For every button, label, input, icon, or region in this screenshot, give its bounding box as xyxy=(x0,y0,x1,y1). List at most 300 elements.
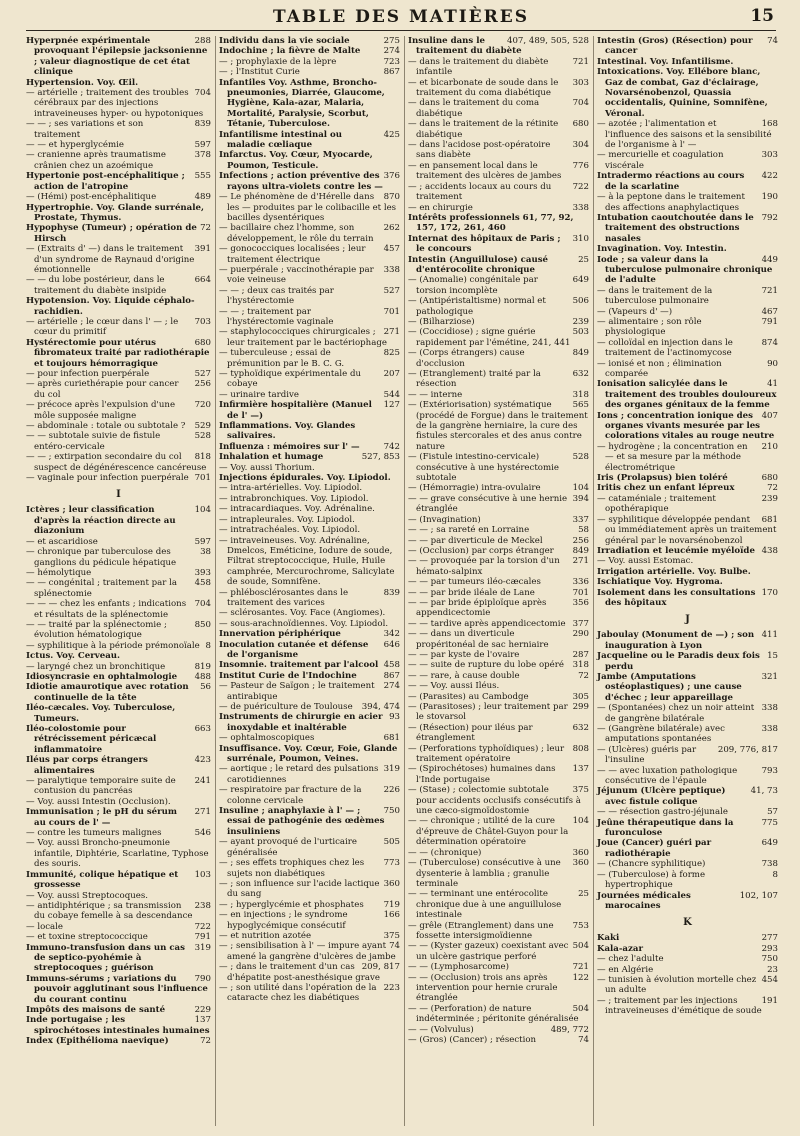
index-subentry xyxy=(408,483,589,493)
entry-text: — (Etranglement) traité par la résection xyxy=(408,369,541,390)
index-headword-entry xyxy=(597,213,778,244)
page-reference: 241 xyxy=(194,776,211,787)
index-subentry xyxy=(408,681,589,691)
entry-text: — précoce après l'expulsion d'une môle supposée maligne xyxy=(26,400,176,421)
page-reference: 38 xyxy=(200,547,211,558)
page-reference: 723 xyxy=(383,56,400,67)
entry-text: Jaboulay (Monument de —) ; son inauguration à Lyon xyxy=(597,630,755,651)
index-subentry xyxy=(26,119,211,140)
page-reference: 791 xyxy=(761,316,778,327)
index-subentry xyxy=(219,733,400,743)
entry-text: Infantilisme intestinal ou maladie cœliaque xyxy=(219,129,343,151)
entry-text: Irrigation artérielle. Voy. Bulbe. xyxy=(597,566,751,577)
entry-text: — mercurielle et coagulation viscérale xyxy=(597,150,724,171)
index-headword-entry xyxy=(26,1036,211,1046)
page-reference: 210 xyxy=(761,441,778,452)
index-subentry xyxy=(26,431,211,452)
page-reference: 15 xyxy=(767,651,778,662)
page-reference: 238 xyxy=(194,900,211,911)
entry-text: — phlébosclérosantes dans le traitement des varices xyxy=(219,587,349,608)
entry-text: — tunisien à évolution mortelle chez un adulte xyxy=(597,974,757,996)
index-subentry xyxy=(408,400,589,452)
index-headword-entry xyxy=(219,712,400,733)
index-subentry xyxy=(408,858,589,889)
entry-text: — hémolytique xyxy=(26,567,92,578)
index-subentry xyxy=(26,150,211,171)
index-subentry xyxy=(408,275,589,296)
page-reference: 632 xyxy=(572,369,589,379)
index-subentry xyxy=(408,619,589,629)
entry-text: — — du lobe postérieur, dans le traitement du diabète insipide xyxy=(26,275,167,296)
index-headword-entry xyxy=(408,255,589,276)
index-subentry xyxy=(408,941,589,962)
page-reference: 356 xyxy=(572,597,589,608)
index-headword-entry xyxy=(26,1005,211,1015)
index-subentry xyxy=(408,182,589,203)
entry-text: — chronique par tuberculose des ganglions du pédicule hépatique xyxy=(26,547,177,568)
entry-text: — ayant provoqué de l'urticaire généralisée xyxy=(219,837,357,858)
entry-text: — (Extériorisation) systématique (procédé de Forgue) dans le traitement de la gangrène herniaire, la cure des fistules stercorales et des anus contre nature xyxy=(408,400,588,452)
entry-text: Joue (Cancer) guéri par radiothérapie xyxy=(597,838,712,859)
entry-text: — (Bilharziose) xyxy=(408,316,475,327)
index-headword-entry xyxy=(26,78,211,88)
entry-text: Idiotie amaurotique avec rotation continuelle de la tête xyxy=(26,682,189,703)
page-reference: 209, 776, 817 xyxy=(717,744,778,755)
page-reference: 753 xyxy=(572,920,589,931)
page-reference: 191 xyxy=(761,995,778,1006)
entry-text: — et nutrition azotée xyxy=(219,930,312,941)
page-reference: 750 xyxy=(761,954,778,965)
page-reference: 839 xyxy=(194,119,211,130)
index-subentry xyxy=(408,744,589,765)
page-reference: 57 xyxy=(767,807,778,818)
entry-text: — (Parasites) au Cambodge xyxy=(408,691,529,702)
page-reference: 137 xyxy=(194,1015,211,1026)
page-reference: 632 xyxy=(572,722,589,733)
entry-text: Ischiatique Voy. Hygroma. xyxy=(597,577,723,588)
entry-text: Inde portugaise ; les spirochétoses intestinales humaines xyxy=(26,1015,210,1036)
index-subentry xyxy=(408,327,589,348)
entry-text: — Le phénomène de d'Hérelle dans les — produites par le colibacille et les bacilles dysentériques xyxy=(219,192,397,223)
index-subentry xyxy=(219,244,400,265)
entry-text: Iléus par corps étrangers alimentaires xyxy=(26,755,148,776)
page-reference: 720 xyxy=(194,400,211,411)
entry-text: — en chirurgie xyxy=(408,202,473,213)
entry-text: — antidiphtérique ; sa transmission du cobaye femelle à sa descendance xyxy=(26,900,193,922)
page-reference: 411 xyxy=(761,630,778,641)
page-reference: 818 xyxy=(194,452,211,463)
index-headword-entry xyxy=(408,36,589,57)
index-subentry xyxy=(219,858,400,879)
entry-text: Jéjunum (Ulcère peptique) avec fistule colique xyxy=(597,786,726,807)
entry-text: Instruments de chirurgie en acier inoxydable et inaltérable xyxy=(219,712,383,733)
index-headword-entry xyxy=(219,629,400,639)
entry-text: Insomnie. traitement par l'alcool xyxy=(219,660,379,671)
entry-text: — intrapleurales. Voy. Lipiodol. xyxy=(219,514,355,525)
entry-text: — — — chez les enfants ; indications et résultats de la splénectomie xyxy=(26,599,187,620)
entry-text: Intubation caoutchoutée dans le traitement des obstructions nasales xyxy=(597,212,754,244)
index-column-3 xyxy=(404,36,593,1126)
page-reference: 721 xyxy=(572,962,589,973)
page-reference: 102, 107 xyxy=(739,890,778,901)
index-subentry xyxy=(26,275,211,296)
entry-text: Infarctus. Voy. Cœur, Myocarde, Poumon, Testicule. xyxy=(219,150,373,171)
entry-text: Hyperpnée expérimentale provoquant l'épilepsie jacksonienne ; valeur diagnostique de cet état clinique xyxy=(26,36,208,78)
entry-text: — Voy. aussi Thorium. xyxy=(219,462,315,473)
entry-text: — laryngé chez un bronchitique xyxy=(26,661,166,672)
entry-text: — — (Perforation) de nature indéterminée ; péritonite généralisée xyxy=(408,1003,579,1025)
entry-text: Insuffisance. Voy. Cœur, Foie, Glande surrénale, Poumon, Veines. xyxy=(219,743,398,765)
entry-text: Institut Curie de l'Indochine xyxy=(219,670,357,681)
page-reference: 274 xyxy=(383,681,400,692)
entry-text: — intrabronchiques. Voy. Lipiodol. xyxy=(219,493,369,504)
entry-text: — typhoïdique expérimentale du cobaye xyxy=(219,369,362,390)
index-subentry xyxy=(408,1025,589,1035)
page-reference: 504 xyxy=(572,941,589,952)
index-headword-entry xyxy=(597,672,778,703)
index-subentry xyxy=(26,901,211,922)
index-subentry xyxy=(408,515,589,525)
index-headword-entry xyxy=(219,744,400,765)
index-subentry xyxy=(408,692,589,702)
index-subentry xyxy=(219,192,400,223)
index-subentry xyxy=(26,662,211,672)
index-subentry xyxy=(219,900,400,910)
page-reference: 321 xyxy=(761,671,778,682)
entry-text: — (Corps étrangers) cause d'occlusion xyxy=(408,348,525,369)
page-reference: 423 xyxy=(194,755,211,766)
page-reference: 376 xyxy=(383,171,400,182)
index-headword-entry xyxy=(219,150,400,171)
entry-text: — (Gangrène bilatérale) avec amputations spontanées xyxy=(597,724,725,745)
index-subentry xyxy=(597,442,778,473)
entry-text: — dans le traitement du diabète infantile xyxy=(408,56,549,78)
entry-text: Inhalation et humage xyxy=(219,452,324,463)
index-subentry xyxy=(408,57,589,78)
index-subentry xyxy=(26,473,211,483)
entry-text: — intra-artérielles. Voy. Lipiodol. xyxy=(219,483,363,494)
index-headword-entry xyxy=(597,171,778,192)
index-subentry xyxy=(408,546,589,556)
index-subentry xyxy=(408,702,589,723)
index-subentry xyxy=(597,975,778,996)
index-subentry xyxy=(26,599,211,620)
entry-text: — ionisé et non ; élimination comparée xyxy=(597,358,722,379)
entry-text: Intradermo réactions au cours de la scarlatine xyxy=(597,171,745,192)
page-reference: 488 xyxy=(194,671,211,682)
entry-text: Iris (Prolapsus) bien toléré xyxy=(597,473,728,484)
index-headword-entry xyxy=(597,577,778,587)
page-reference: 680 xyxy=(572,119,589,130)
index-headword-entry xyxy=(26,943,211,974)
page-reference: 277 xyxy=(761,933,778,944)
index-headword-entry xyxy=(26,724,211,755)
index-headword-entry xyxy=(219,171,400,192)
entry-text: — (Gros) (Cancer) ; résection xyxy=(408,1035,537,1045)
page-reference: 170 xyxy=(761,587,778,598)
index-headword-entry xyxy=(597,567,778,577)
entry-text: — intraveineuses. Voy. Adrénaline, Dmelcos, Eméticine, Iodure de soude, Filtrat streptococcique, Huile, Huile camphrée, Mercurochrome, Salicylate de soude, Somnifène. xyxy=(219,535,395,588)
index-subentry xyxy=(408,764,589,785)
page-reference: 239 xyxy=(572,316,589,327)
entry-text: — Voy. aussi Streptocoques. xyxy=(26,890,148,901)
page-reference: 262 xyxy=(383,223,400,234)
index-headword-entry xyxy=(597,651,778,672)
entry-text: Injections épidurales. Voy. Lipiodol. xyxy=(219,473,391,484)
index-subentry xyxy=(26,578,211,599)
index-headword-entry xyxy=(219,640,400,661)
index-headword-entry xyxy=(219,78,400,130)
page-header xyxy=(26,4,776,31)
index-subentry xyxy=(408,588,589,598)
index-subentry xyxy=(26,932,211,942)
index-subentry xyxy=(408,536,589,546)
page-reference: 527, 853 xyxy=(361,452,400,463)
entry-text: — syphilitique développée pendant ou immédiatement après un traitement général par le novarsénobenzol xyxy=(597,514,777,546)
page-reference: 74 xyxy=(767,36,778,46)
page-reference: 701 xyxy=(194,473,211,484)
index-subentry xyxy=(597,150,778,171)
entry-text: Iode ; sa valeur dans la tuberculose pulmonaire chronique de l'adulte xyxy=(597,254,773,286)
entry-text: Intestin (Gros) (Résection) pour cancer xyxy=(597,36,753,57)
index-subentry xyxy=(408,650,589,660)
page-reference: 663 xyxy=(194,724,211,734)
index-headword-entry xyxy=(597,57,778,67)
entry-text: Isolement dans les consultations des hôpitaux xyxy=(597,587,756,608)
entry-text: — — avec luxation pathologique consécutive de l'épaule xyxy=(597,765,738,787)
page-reference: 703 xyxy=(194,316,211,327)
index-headword-entry xyxy=(597,630,778,651)
entry-text: — (Extraits d' —) dans le traitement d'un syndrome de Raynaud d'origine émotionnelle xyxy=(26,244,195,275)
index-subentry xyxy=(597,515,778,546)
index-subentry xyxy=(408,348,589,369)
index-headword-entry xyxy=(219,452,400,462)
page-reference: 555 xyxy=(194,171,211,182)
index-subentry xyxy=(408,598,589,619)
entry-text: Influenza : mémoires sur l' — xyxy=(219,441,360,452)
page-reference: 454 xyxy=(761,974,778,985)
entry-text: — ophtalmoscopiques xyxy=(219,733,315,744)
entry-text: — cataméniale ; traitement opothérapique xyxy=(597,493,716,515)
page-reference: 874 xyxy=(761,337,778,348)
page-reference: 103 xyxy=(194,869,211,880)
index-subentry xyxy=(408,1035,589,1045)
index-subentry xyxy=(408,140,589,161)
entry-text: Invagination. Voy. Intestin. xyxy=(597,244,727,255)
index-subentry xyxy=(408,161,589,182)
entry-text: Kaki xyxy=(597,933,620,944)
page-reference: 239 xyxy=(761,493,778,504)
index-subentry xyxy=(408,921,589,942)
entry-text: — chez l'adulte xyxy=(597,954,664,965)
index-subentry xyxy=(597,317,778,338)
entry-text: — dans le traitement du coma diabétique xyxy=(408,98,540,119)
page-reference: 23 xyxy=(767,964,778,975)
page-reference: 489, 772 xyxy=(550,1024,589,1035)
entry-text: — dans le traitement de la tuberculose pulmonaire xyxy=(597,285,713,307)
page-reference: 738 xyxy=(761,859,778,870)
page-reference: 704 xyxy=(572,98,589,109)
index-headword-entry xyxy=(219,130,400,151)
page-reference: 425 xyxy=(383,129,400,140)
index-headword-entry xyxy=(597,588,778,609)
entry-text: Idiosyncrasie en ophtalmologie xyxy=(26,671,178,682)
index-headword-entry xyxy=(597,483,778,493)
entry-text: — — provoquée par la torsion d'un hémato-salpinx xyxy=(408,556,560,577)
entry-text: — (Invagination) xyxy=(408,514,481,525)
entry-text: — paralytique temporaire suite de contusion du pancréas xyxy=(26,776,176,797)
entry-text: — hydrogène ; la concentration en — et sa mesure par la méthode électrométrique xyxy=(597,441,748,473)
page-reference: 375 xyxy=(383,930,400,941)
entry-text: — — (Kyster gazeux) coexistant avec un ulcère gastrique perforé xyxy=(408,941,569,962)
entry-text: Intestin (Anguillulose) causé d'entérocolite chronique xyxy=(408,254,549,275)
index-subentry xyxy=(219,327,400,348)
entry-text: — — suite de rupture du lobe opéré xyxy=(408,660,564,671)
entry-text: — ; son utilité dans l'opération de la cataracte chez les diabétiques xyxy=(219,982,377,1004)
entry-text: — intracardiaques. Voy. Adrénaline. xyxy=(219,504,375,515)
page-reference: 56 xyxy=(200,682,211,693)
index-column-2 xyxy=(215,36,404,1126)
entry-text: Hypertrophie. Voy. Glande surrénale, Prostate, Thymus. xyxy=(26,202,204,223)
index-subentry xyxy=(597,192,778,213)
page-reference: 438 xyxy=(761,545,778,556)
index-subentry xyxy=(597,807,778,817)
index-headword-entry xyxy=(597,838,778,859)
page-reference: 207 xyxy=(383,369,400,379)
index-headword-entry xyxy=(26,755,211,776)
page-reference: 839 xyxy=(383,587,400,598)
entry-text: — — interne xyxy=(408,389,463,400)
entry-text: — aortique ; le retard des pulsations carotidiennes xyxy=(219,764,379,785)
index-headword-entry xyxy=(26,338,211,369)
entry-text: — sous-arachnoïdiennes. Voy. Lipiodol. xyxy=(219,618,389,629)
index-subentry xyxy=(597,556,778,566)
index-headword-entry xyxy=(26,1015,211,1036)
entry-text: — (Vapeurs d' —) xyxy=(597,306,673,317)
entry-text: — ; hyperglycémie et phosphates xyxy=(219,899,364,910)
entry-text: — (Stase) ; colectomie subtotale pour accidents occlusifs consécutifs à une cæco-sigmoïdostomie xyxy=(408,785,581,817)
page-reference: 319 xyxy=(194,942,211,953)
page-reference: 168 xyxy=(761,119,778,130)
page-reference: 775 xyxy=(761,817,778,828)
page-reference: 360 xyxy=(572,858,589,869)
page-reference: 849 xyxy=(572,348,589,359)
index-subentry xyxy=(219,910,400,931)
entry-text: — — ; extirpation secondaire du col suspect de dégénérescence cancéreuse xyxy=(26,452,207,473)
page-reference: 338 xyxy=(761,703,778,714)
entry-text: — alimentaire ; son rôle physiologique xyxy=(597,316,702,338)
index-subentry xyxy=(597,119,778,150)
entry-text: Irradiation et leucémie myéloïde xyxy=(597,545,755,556)
page-reference: 93 xyxy=(389,712,400,723)
index-headword-entry xyxy=(219,46,400,56)
index-subentry xyxy=(597,359,778,380)
entry-text: — pour infection puerpérale xyxy=(26,369,150,379)
page-reference: 256 xyxy=(572,535,589,546)
index-subentry xyxy=(408,816,589,847)
index-subentry xyxy=(219,223,400,244)
index-subentry xyxy=(408,296,589,317)
index-subentry xyxy=(26,244,211,275)
page-reference: 681 xyxy=(383,733,400,744)
index-headword-entry xyxy=(597,36,778,57)
index-subentry xyxy=(26,537,211,547)
page-reference: 565 xyxy=(572,400,589,411)
page-reference: 299 xyxy=(572,702,589,712)
entry-text: — colloïdal en injection dans le traitement de l'actinomycose xyxy=(597,337,733,359)
index-headword-entry xyxy=(408,213,589,234)
index-subentry xyxy=(219,588,400,609)
entry-text: Immunisation ; le pH du sérum au cours de l' — xyxy=(26,807,178,828)
entry-text: — en injections ; le syndrome hypoglycémique consécutif xyxy=(219,910,348,931)
entry-text: — — par diverticule de Meckel xyxy=(408,535,543,546)
page-reference: 773 xyxy=(383,858,400,869)
entry-text: — — par bride épiploïque après appendicectomie xyxy=(408,597,547,619)
entry-text: Iléo-colostomie pour rétrécissement péricæcal inflammatoire xyxy=(26,724,157,755)
page-reference: 394, 474 xyxy=(361,702,400,712)
page-reference: 8 xyxy=(772,869,778,880)
entry-text: Journées médicales marocaines xyxy=(597,890,691,911)
entry-text: Hypertension. Voy. Œil. xyxy=(26,77,139,88)
page-reference: 808 xyxy=(572,743,589,754)
index-subentry xyxy=(219,983,400,1004)
entry-text: Individu dans la vie sociale xyxy=(219,36,350,46)
entry-text: — de puériculture de Toulouse xyxy=(219,702,353,712)
entry-text: Internat des hôpitaux de Paris ; le concours xyxy=(408,233,561,255)
entry-text: — ; accidents locaux au cours du traitement xyxy=(408,181,552,203)
entry-text: — en pansement local dans le traitement des ulcères de jambes xyxy=(408,160,562,182)
entry-text: — — par kyste de l'ovaire xyxy=(408,649,520,660)
page-reference: 41, 73 xyxy=(750,786,778,797)
index-subentry xyxy=(219,525,400,535)
entry-text: — respiratoire par fracture de la colonne cervicale xyxy=(219,785,362,806)
index-subentry xyxy=(597,859,778,869)
page-reference: 256 xyxy=(194,379,211,390)
entry-text: — — et hyperglycémie xyxy=(26,140,124,151)
entry-text: Iléo-cæcales. Voy. Tuberculose, Tumeurs. xyxy=(26,703,176,724)
index-subentry xyxy=(219,837,400,858)
page-reference: 544 xyxy=(383,389,400,400)
index-subentry xyxy=(597,307,778,317)
index-subentry xyxy=(597,703,778,724)
entry-text: Hypophyse (Tumeur) ; opération de Hirsch xyxy=(26,223,197,244)
index-headword-entry xyxy=(219,400,400,421)
index-subentry xyxy=(219,702,400,712)
index-subentry xyxy=(219,483,400,493)
index-subentry xyxy=(26,317,211,338)
page-reference: 271 xyxy=(383,327,400,338)
entry-text: Jambe (Amputations ostéoplastiques) ; une cause d'échec ; leur appareillage xyxy=(597,671,742,703)
index-headword-entry xyxy=(597,944,778,954)
page-reference: 74 xyxy=(578,1035,589,1045)
page-reference: 850 xyxy=(194,619,211,630)
index-subentry xyxy=(597,766,778,787)
index-subentry xyxy=(408,317,589,327)
entry-text: — grêle (Etranglement) dans une fossette intersigmoïdienne xyxy=(408,920,554,941)
index-subentry xyxy=(26,452,211,473)
entry-text: — abdominale : totale ou subtotale ? xyxy=(26,421,186,432)
entry-text: — (Spontanées) chez un noir atteint de gangrène bilatérale xyxy=(597,703,755,724)
index-headword-entry xyxy=(26,703,211,724)
entry-text: — (Hémorragie) intra-ovulaire xyxy=(408,483,541,494)
index-subentry xyxy=(219,608,400,618)
entry-text: — (Parasitoses) ; leur traitement par le stovarsol xyxy=(408,702,568,723)
entry-text: — en Algérie xyxy=(597,964,654,975)
page-number: 15 xyxy=(750,6,774,26)
index-subentry xyxy=(408,119,589,140)
page-reference: 504 xyxy=(572,1003,589,1014)
entry-text: — — (Lymphosarcome) xyxy=(408,962,509,973)
